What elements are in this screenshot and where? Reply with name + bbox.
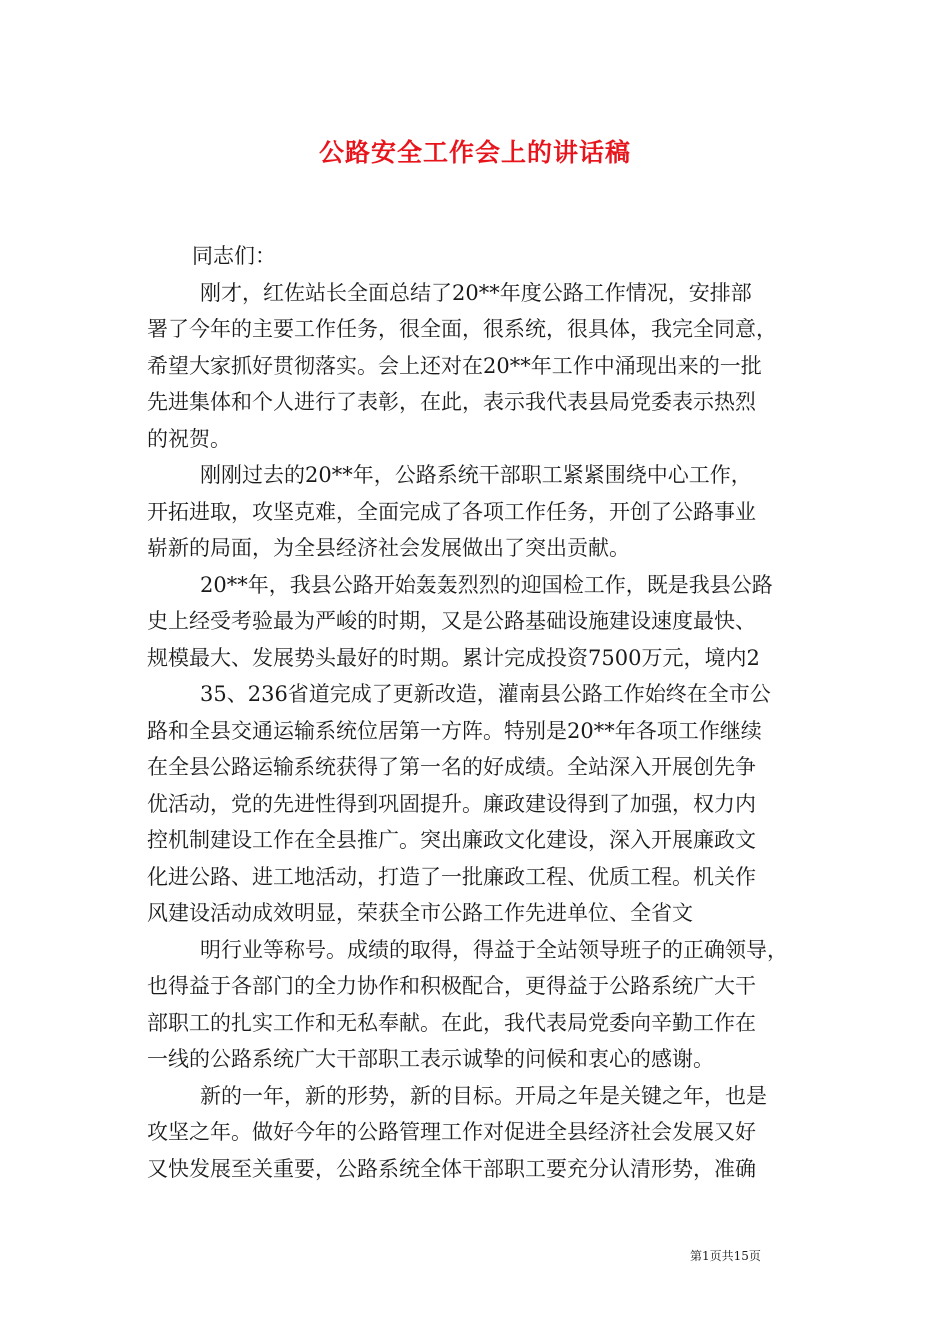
body-line: 刚才，红佐站长全面总结了20**年度公路工作情况，安排部 xyxy=(200,281,752,305)
body-line: 崭新的局面，为全县经济社会发展做出了突出贡献。 xyxy=(147,536,630,560)
body-line: 一线的公路系统广大干部职工表示诚挚的问候和衷心的感谢。 xyxy=(147,1047,714,1071)
body-line: 新的一年，新的形势，新的目标。开局之年是关键之年，也是 xyxy=(200,1084,767,1108)
body-line: 明行业等称号。成绩的取得，得益于全站领导班子的正确领导， xyxy=(200,938,788,962)
body-line: 在全县公路运输系统获得了第一名的好成绩。全站深入开展创先争 xyxy=(147,755,756,779)
body-line: 35、236省道完成了更新改造，灌南县公路工作始终在全市公 xyxy=(200,682,771,706)
document-title: 公路安全工作会上的讲话稿 xyxy=(318,138,631,167)
body-line: 路和全县交通运输系统位居第一方阵。特别是20**年各项工作继续 xyxy=(147,719,762,743)
body-line: 希望大家抓好贯彻落实。会上还对在20**年工作中涌现出来的一批 xyxy=(147,354,762,378)
body-line: 同志们： xyxy=(192,244,276,268)
body-line: 部职工的扎实工作和无私奉献。在此，我代表局党委向辛勤工作在 xyxy=(147,1011,756,1035)
body-line: 署了今年的主要工作任务，很全面，很系统，很具体，我完全同意， xyxy=(147,317,777,341)
body-line: 刚刚过去的20**年，公路系统干部职工紧紧围绕中心工作， xyxy=(200,463,752,487)
body-line: 控机制建设工作在全县推广。突出廉政文化建设，深入开展廉政文 xyxy=(147,828,756,852)
body-line: 化进公路、进工地活动，打造了一批廉政工程、优质工程。机关作 xyxy=(147,865,756,889)
body-line: 20**年，我县公路开始轰轰烈烈的迎国检工作，既是我县公路 xyxy=(200,573,773,597)
body-line: 史上经受考验最为严峻的时期，又是公路基础设施建设速度最快、 xyxy=(147,609,756,633)
body-line: 又快发展至关重要，公路系统全体干部职工要充分认清形势，准确 xyxy=(147,1157,756,1181)
body-line: 开拓进取，攻坚克难，全面完成了各项工作任务，开创了公路事业 xyxy=(147,500,756,524)
body-line: 的祝贺。 xyxy=(147,427,231,451)
body-line: 先进集体和个人进行了表彰，在此，表示我代表县局党委表示热烈 xyxy=(147,390,756,414)
body-line: 规模最大、发展势头最好的时期。累计完成投资7500万元，境内2 xyxy=(147,646,760,670)
page-number: 第1页共15页 xyxy=(690,1249,761,1263)
body-line: 风建设活动成效明显，荣获全市公路工作先进单位、全省文 xyxy=(147,901,693,925)
body-line: 攻坚之年。做好今年的公路管理工作对促进全县经济社会发展又好 xyxy=(147,1120,756,1144)
body-line: 优活动，党的先进性得到巩固提升。廉政建设得到了加强，权力内 xyxy=(147,792,756,816)
body-line: 也得益于各部门的全力协作和积极配合，更得益于公路系统广大干 xyxy=(147,974,756,998)
